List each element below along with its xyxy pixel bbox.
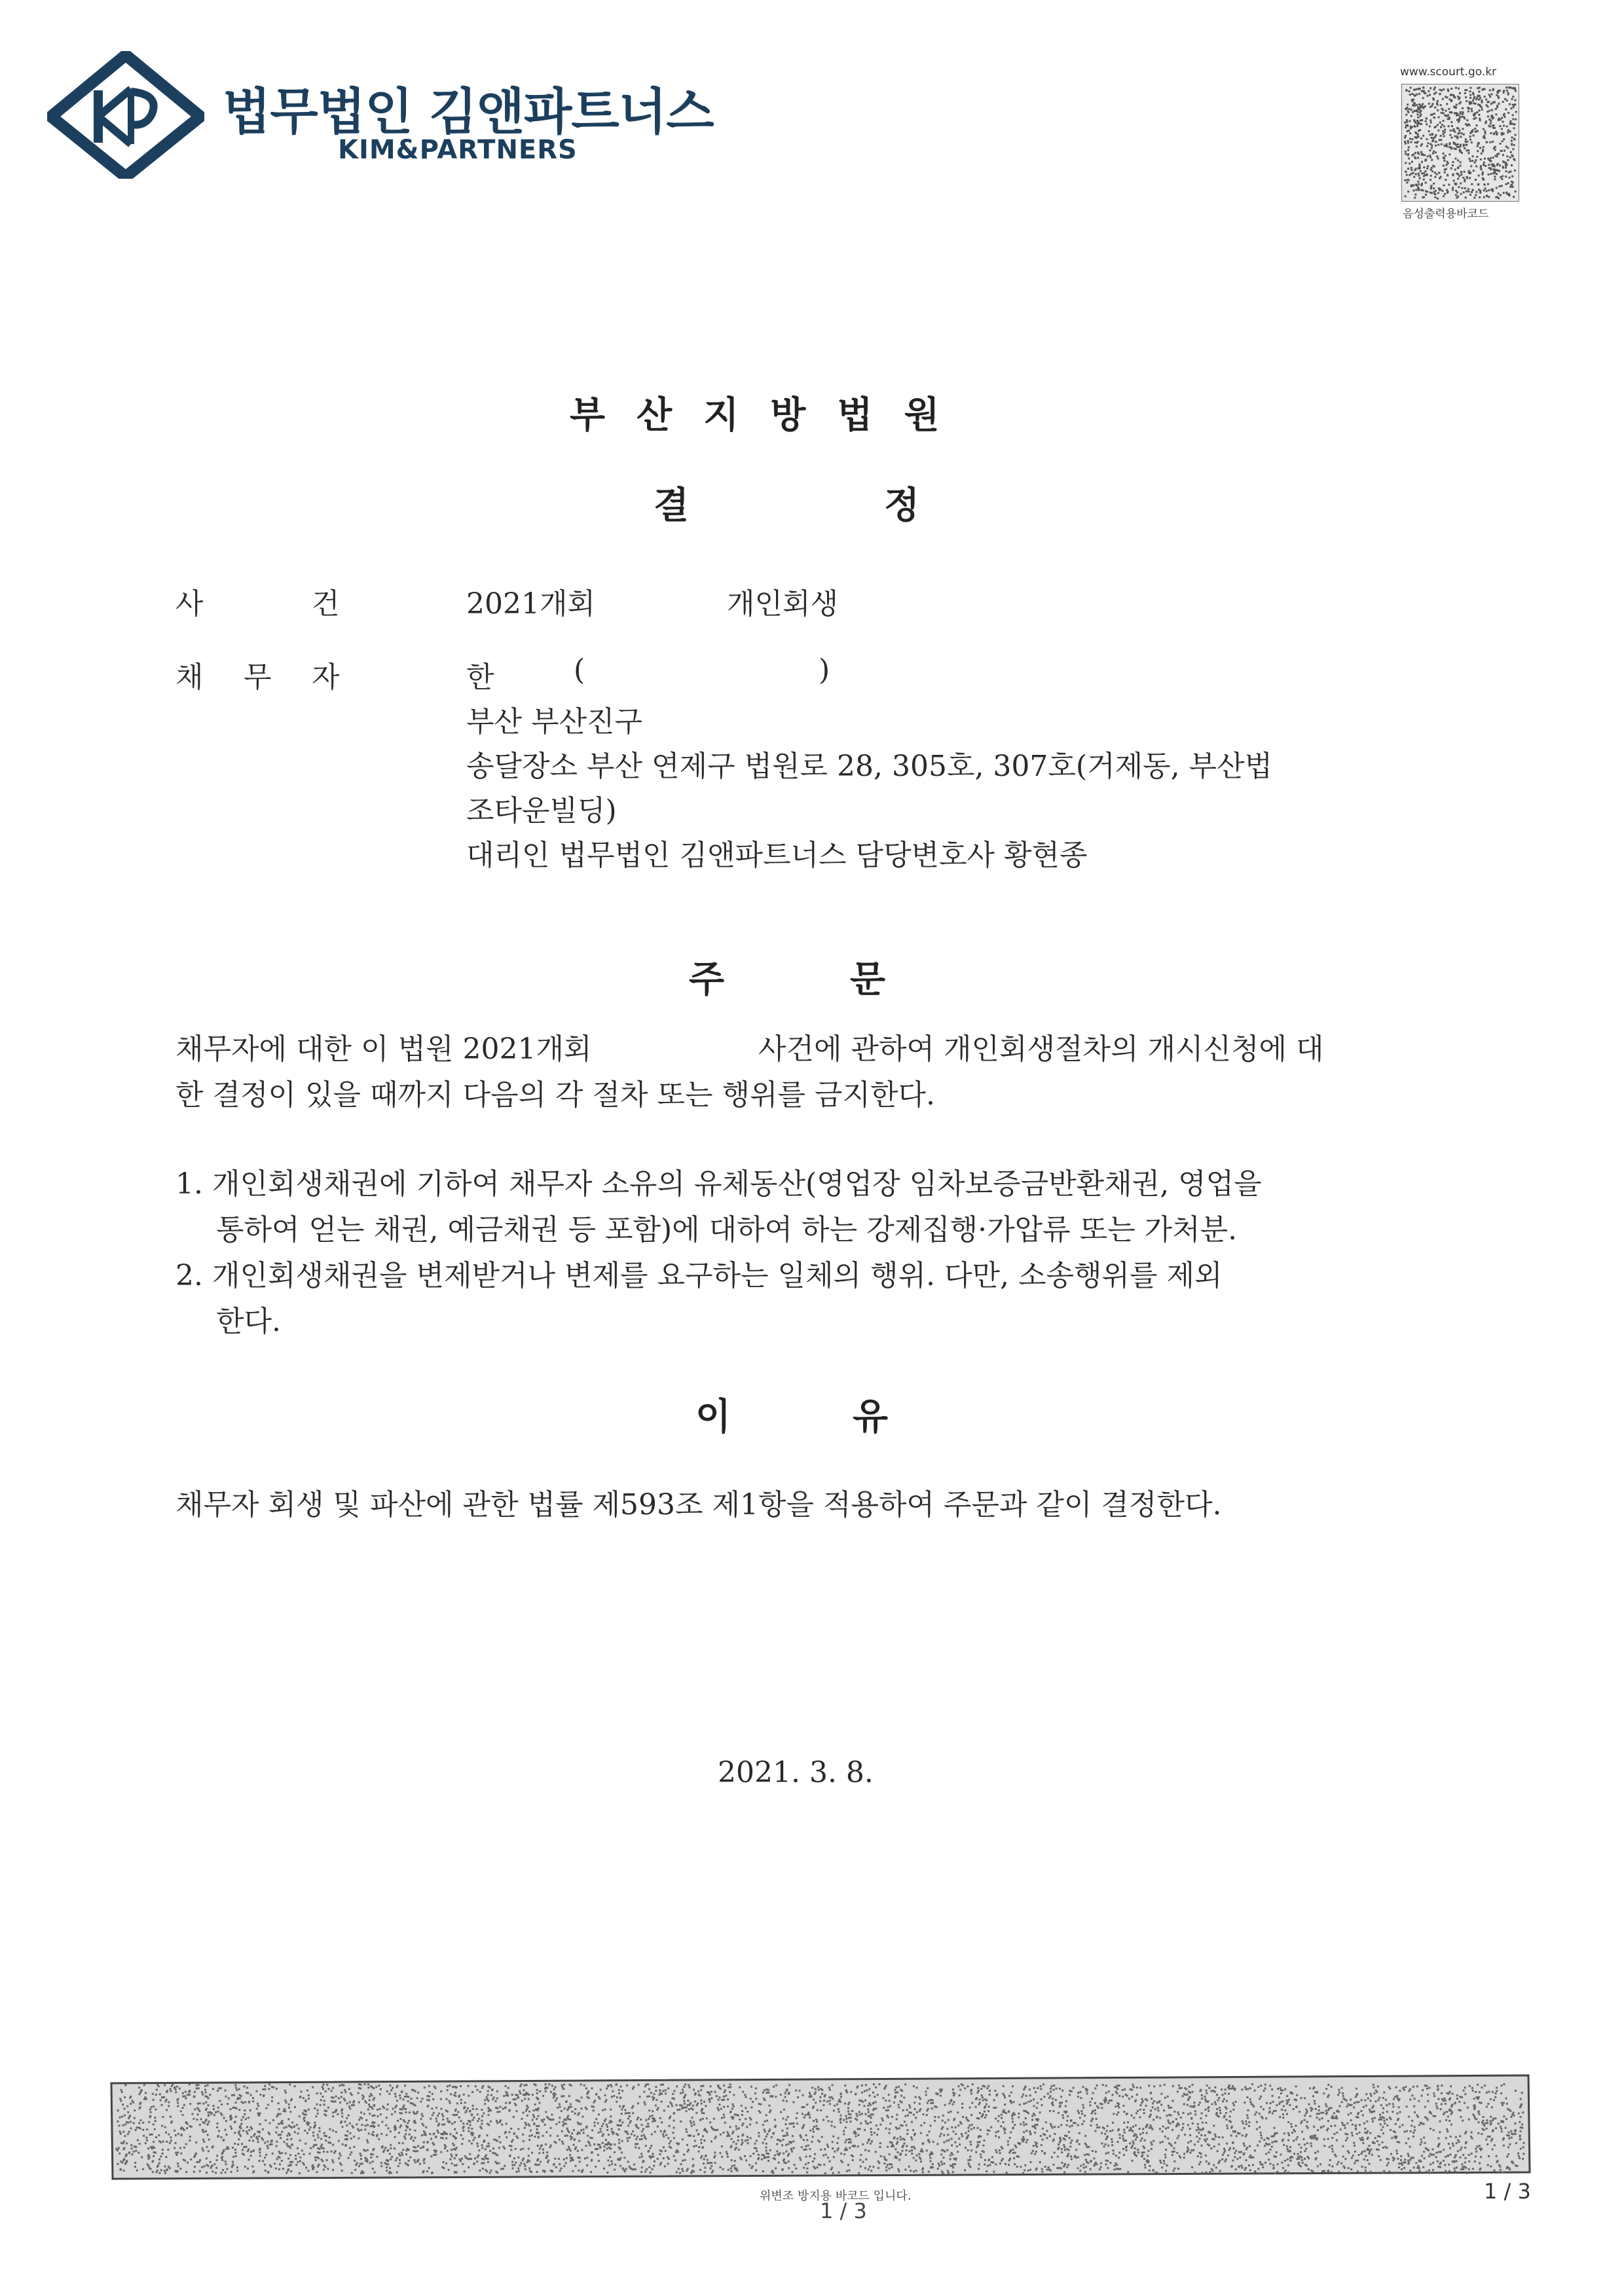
- order-heading-first: 주: [689, 958, 725, 1001]
- case-number: 2021개회: [466, 587, 595, 621]
- document-title-first: 결: [654, 484, 690, 527]
- reason-heading-first: 이: [695, 1396, 731, 1438]
- firm-name-en: KIM&PARTNERS: [338, 135, 578, 165]
- agent-line: 대리인 법무법인 김앤파트너스 담당변호사 황현종: [466, 839, 1088, 872]
- order-item-2-line-1: 2. 개인회생채권을 변제받거나 변제를 요구하는 일체의 행위. 다만, 소송행위를 제외: [175, 1259, 1223, 1292]
- order-item-1-line-1: 1. 개인회생채권에 기하여 채무자 소유의 유체동산(영업장 임차보증금반환채권, 영업을: [175, 1167, 1262, 1201]
- order-text-line-2: 한 결정이 있을 때까지 다음의 각 절차 또는 행위를 금지한다.: [175, 1078, 935, 1112]
- debtor-paren-close: ): [819, 653, 830, 687]
- case-type: 개인회생: [727, 587, 839, 621]
- debtor-paren-open: (: [574, 653, 585, 687]
- debtor-label-2: 무: [244, 661, 272, 694]
- case-label-2: 건: [312, 587, 340, 621]
- debtor-label-1: 채: [175, 661, 204, 694]
- reason-heading-second: 유: [853, 1396, 889, 1438]
- qr-url: www.scourt.go.kr: [1400, 65, 1497, 79]
- qr-code-icon: [1401, 84, 1519, 202]
- document-title-second: 정: [884, 484, 920, 527]
- order-text-line-1b: 사건에 관하여 개인회생절차의 개시신청에 대: [758, 1032, 1324, 1066]
- anti-forgery-barcode-icon: [110, 2074, 1531, 2180]
- debtor-name: 한: [466, 661, 494, 694]
- decision-date: 2021. 3. 8.: [718, 1756, 874, 1789]
- order-item-1-line-2: 통하여 얻는 채권, 예금채권 등 포함)에 대하여 하는 강제집행·가압류 또는 가처분.: [216, 1213, 1238, 1247]
- firm-name-ko: 법무법인 김앤파트너스: [223, 82, 714, 141]
- barcode-caption: 위변조 방지용 바코드 입니다.: [760, 2189, 912, 2203]
- page-number-right: 1 / 3: [1484, 2179, 1531, 2204]
- debtor-address: 부산 부산진구: [466, 705, 643, 738]
- order-text-line-1a: 채무자에 대한 이 법원 2021개회: [175, 1032, 592, 1066]
- firm-logo-icon: [47, 51, 204, 179]
- reason-text: 채무자 회생 및 파산에 관한 법률 제593조 제1항을 적용하여 주문과 같이 결정한다.: [175, 1488, 1222, 1522]
- debtor-label-3: 자: [312, 661, 340, 694]
- service-address-line-1: 송달장소 부산 연제구 법원로 28, 305호, 307호(거제동, 부산법: [466, 750, 1273, 783]
- case-label-1: 사: [175, 587, 204, 621]
- court-title: 부산지방법원: [570, 394, 971, 437]
- service-address-line-2: 조타운빌딩): [466, 794, 617, 828]
- qr-caption: 음성출력용바코드: [1403, 208, 1489, 221]
- order-item-2-line-2: 한다.: [216, 1305, 281, 1338]
- order-heading-second: 문: [850, 958, 886, 1001]
- page-number-center: 1 / 3: [820, 2198, 867, 2223]
